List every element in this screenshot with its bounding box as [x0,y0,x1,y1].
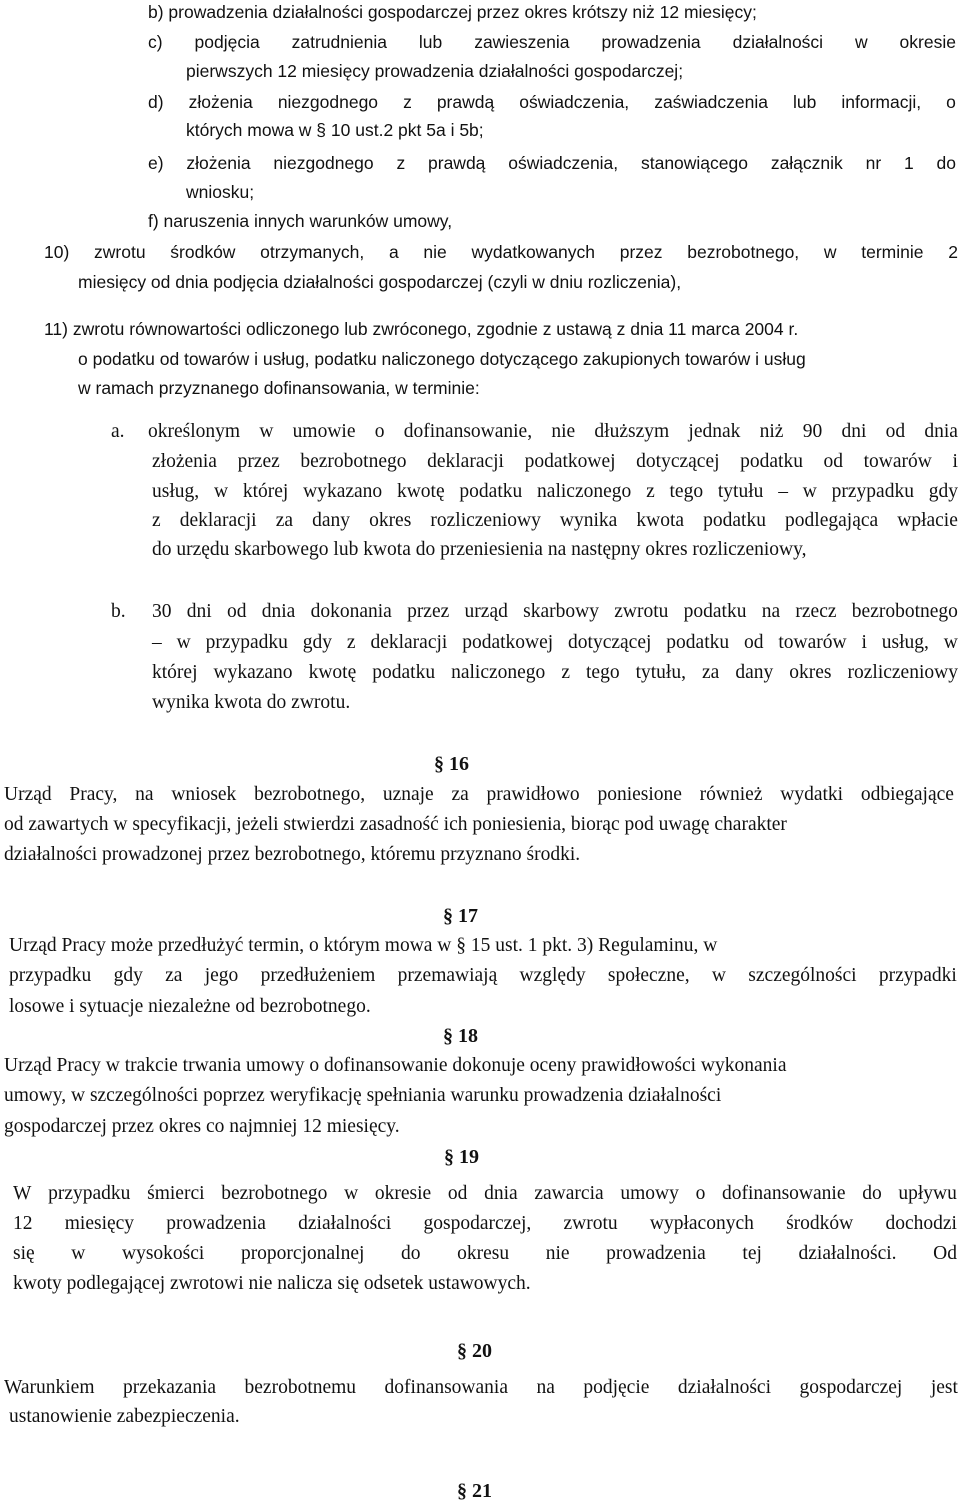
section-18-heading: § 18 [443,1025,478,1047]
section-16-line-3: działalności prowadzonej przez bezrobotnego, któremu przyznano środki. [4,844,581,865]
item-11a-line-4: z deklaracji za dany okres rozliczeniowy wynika kwota podatku podlegająca wpłacie [152,510,958,531]
section-16-line-1: Urząd Pracy, na wniosek bezrobotnego, uznaje za prawidłowo poniesione również wydatki odbiegające [4,784,954,805]
item-10: 10) zwrotu środków otrzymanych, a nie wydatkowanych przez bezrobotnego, w terminie 2 [44,242,958,262]
item-11b-line-3: której wykazano kwotę podatku naliczonego z tego tytułu, za dany okres rozliczeniowy [152,662,958,683]
item-11b-line-2: – w przypadku gdy z deklaracji podatkowej dotyczącej podatku od towarów i usług, w [152,632,958,653]
list-item-e: e) złożenia niezgodnego z prawdą oświadczenia, stanowiącego załącznik nr 1 do [148,153,956,173]
section-17-line-1: Urząd Pracy może przedłużyć termin, o którym mowa w § 15 ust. 1 pkt. 3) Regulaminu, w [9,935,718,956]
section-18-line-1: Urząd Pracy w trakcie trwania umowy o dofinansowanie dokonuje oceny prawidłowości wykonania [4,1055,787,1076]
section-19-line-3: się w wysokości proporcjonalnej do okresu nie prowadzenia tej działalności. Od [13,1243,957,1264]
section-17-line-3: losowe i sytuacje niezależne od bezrobotnego. [9,996,371,1017]
section-19-heading: § 19 [444,1146,479,1168]
item-11a-marker: a. [111,421,125,442]
list-item-c-cont: pierwszych 12 miesięcy prowadzenia działalności gospodarczej; [186,61,684,81]
section-16-heading: § 16 [434,753,469,775]
list-item-d: d) złożenia niezgodnego z prawdą oświadczenia, zaświadczenia lub informacji, o [148,92,956,112]
section-19-line-2: 12 miesięcy prowadzenia działalności gospodarczej, zwrotu wypłaconych środków dochodzi [13,1213,957,1234]
item-11a-line-5: do urzędu skarbowego lub kwota do przeniesienia na następny okres rozliczeniowy, [152,539,807,560]
item-11b-line-1: 30 dni od dnia dokonania przez urząd skarbowy zwrotu podatku na rzecz bezrobotnego [152,601,958,622]
item-11-cont-1: o podatku od towarów i usług, podatku naliczonego dotyczącego zakupionych towarów i usług [78,349,806,369]
section-20-line-1: Warunkiem przekazania bezrobotnemu dofinansowania na podjęcie działalności gospodarczej jest [4,1377,958,1398]
section-16-line-2: od zawartych w specyfikacji, jeżeli stwierdzi zasadność ich poniesienia, biorąc pod uwagę charakter [4,814,787,835]
item-11b-line-4: wynika kwota do zwrotu. [152,692,351,713]
section-18-line-3: gospodarczej przez okres co najmniej 12 miesięcy. [4,1116,400,1137]
section-19-line-4: kwoty podlegającej zwrotowi nie nalicza się odsetek ustawowych. [13,1273,531,1294]
list-item-d-cont: których mowa w § 10 ust.2 pkt 5a i 5b; [186,120,484,140]
item-11a-line-3: usług, w której wykazano kwotę podatku naliczonego z tego tytułu – w przypadku gdy [152,481,958,502]
section-17-line-2: przypadku gdy za jego przedłużeniem przemawiają względy społeczne, w szczególności przypadki [9,965,957,986]
section-19-line-1: W przypadku śmierci bezrobotnego w okresie od dnia zawarcia umowy o dofinansowanie do upływu [13,1183,957,1204]
section-20-line-2: ustanowienie zabezpieczenia. [9,1406,240,1427]
item-11: 11) zwrotu równowartości odliczonego lub zwróconego, zgodnie z ustawą z dnia 11 marca 2004 r. [44,319,799,339]
section-21-heading: § 21 [457,1480,492,1502]
item-11b-marker: b. [111,601,126,622]
list-item-e-cont: wniosku; [186,182,255,202]
list-item-b: b) prowadzenia działalności gospodarczej przez okres krótszy niż 12 miesięcy; [148,2,757,22]
item-10-cont: miesięcy od dnia podjęcia działalności gospodarczej (czyli w dniu rozliczenia), [78,272,682,292]
list-item-c: c) podjęcia zatrudnienia lub zawieszenia prowadzenia działalności w okresie [148,32,956,52]
item-11a-line-2: złożenia przez bezrobotnego deklaracji podatkowej dotyczącej podatku od towarów i [152,451,958,472]
section-18-line-2: umowy, w szczególności poprzez weryfikację spełniania warunku prowadzenia działalności [4,1085,722,1106]
section-20-heading: § 20 [457,1340,492,1362]
item-11-cont-2: w ramach przyznanego dofinansowania, w terminie: [78,378,480,398]
item-11a-line-1: określonym w umowie o dofinansowanie, nie dłuższym jednak niż 90 dni od dnia [148,421,958,442]
list-item-f: f) naruszenia innych warunków umowy, [148,211,453,231]
section-17-heading: § 17 [443,905,478,927]
